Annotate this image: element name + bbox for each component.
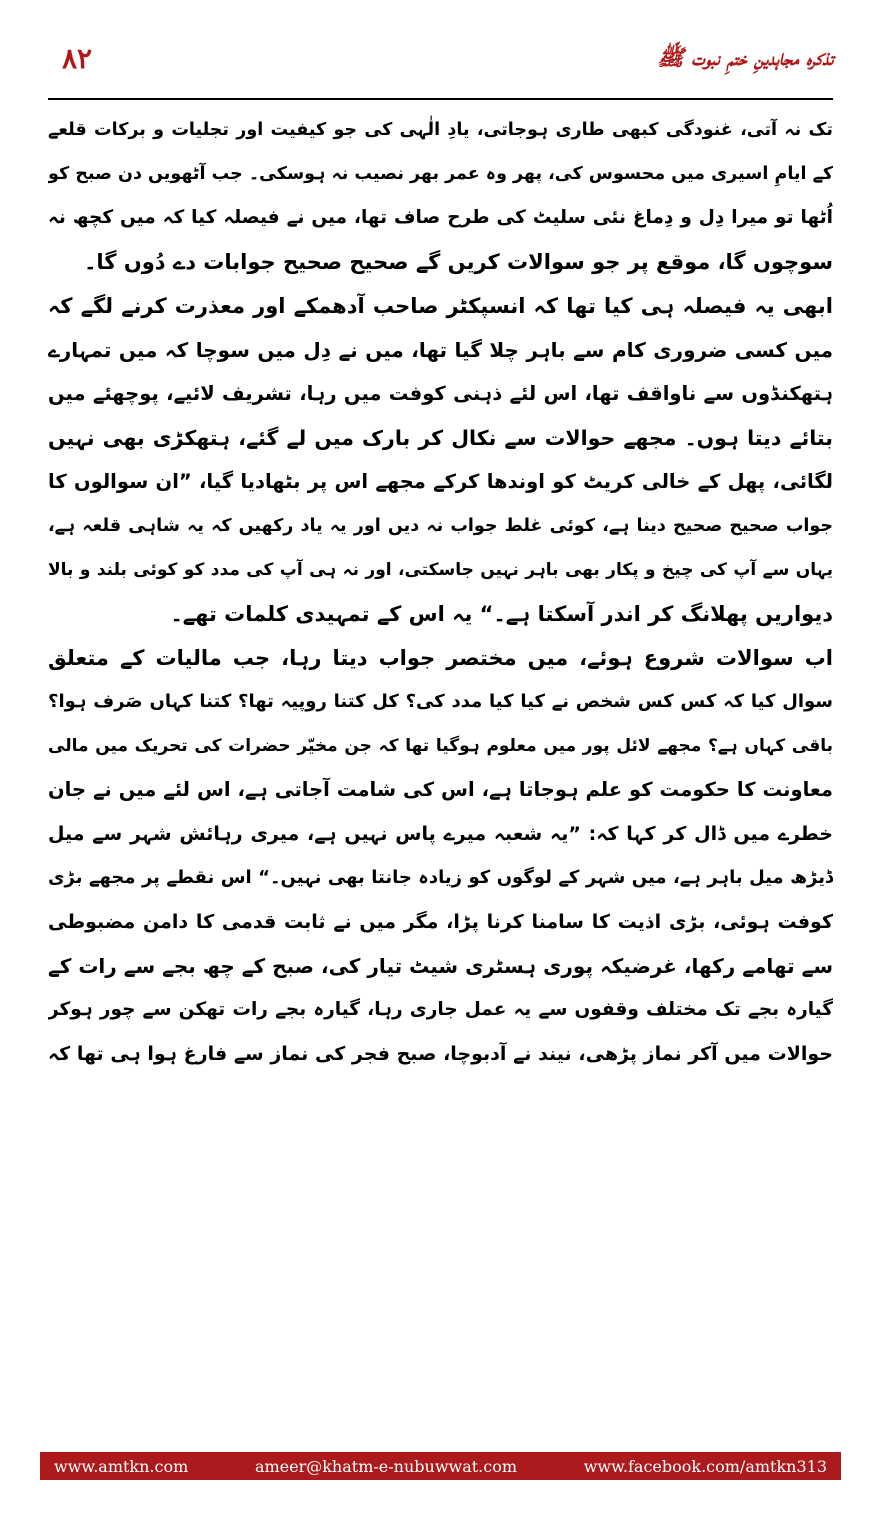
text-line: حوالات میں آکر نماز پڑھی، نیند نے آدبوچا، صبح فجر کی نماز سے فارغ ہوا ہی تھا کہ <box>48 1043 833 1065</box>
text-line: سوچوں گا، موقع پر جو سوالات کریں گے صحیح صحیح جوابات دے دُوں گا۔ <box>84 250 833 274</box>
text-line: لگائی، پھل کے خالی کریٹ کو اوندھا کرکے مجھے اس پر بٹھادیا گیا، ”ان سوالوں کا <box>48 470 833 493</box>
text-line: ہتھکنڈوں سے ناواقف تھا، اس لئے ذہنی کوفت میں رہا، تشریف لائیے، پوچھئے میں <box>48 382 833 405</box>
footer-bar <box>40 1452 841 1480</box>
page-number: ۸۲ <box>62 42 93 75</box>
text-line: ابھی یہ فیصلہ ہی کیا تھا کہ انسپکٹر صاحب آدھمکے اور معذرت کرنے لگے کہ <box>48 294 833 318</box>
book-title: تذکرہ مجاہدینِ ختمِ نبوت ﷺ <box>657 45 833 71</box>
text-line: میں کسی ضروری کام سے باہر چلا گیا تھا، میں نے دِل میں سوچا کہ میں تمہارے <box>48 338 833 362</box>
body-text <box>48 108 833 1076</box>
text-line: باقی کہاں ہے؟ مجھے لائل پور میں معلوم ہوگیا تھا کہ جن مخیّر حضرات کی تحریک میں مالی <box>48 736 833 756</box>
text-line: اب سوالات شروع ہوئے، میں مختصر جواب دیتا رہا، جب مالیات کے متعلق <box>48 646 833 670</box>
text-line: بتائے دیتا ہوں۔ مجھے حوالات سے نکال کر بارک میں لے گئے، ہتھکڑی بھی نہیں <box>48 426 833 450</box>
text-line: کے ایامِ اسیری میں محسوس کی، پھر وہ عمر بھر نصیب نہ ہوسکی۔ جب آٹھویں دن صبح کو <box>48 164 833 184</box>
text-line: گیارہ بجے تک مختلف وقفوں سے یہ عمل جاری رہا، گیارہ بجے رات تھکن سے چور ہوکر <box>48 999 833 1020</box>
text-line: جواب صحیح صحیح دینا ہے، کوئی غلط جواب نہ دیں اور یہ یاد رکھیں کہ یہ شاہی قلعہ ہے، <box>48 516 833 536</box>
website-link[interactable]: www.amtkn.com <box>54 1456 189 1476</box>
text-line: تک نہ آتی، غنودگی کبھی طاری ہوجاتی، یادِ الٰہی کی جو کیفیت اور تجلیات و برکات قلعے <box>48 120 833 140</box>
text-line: اُٹھا تو میرا دِل و دِماغ نئی سلیٹ کی طرح صاف تھا، میں نے فیصلہ کیا کہ میں کچھ نہ <box>48 207 833 228</box>
text-line: دیواریں پھلانگ کر اندر آسکتا ہے۔“ یہ اس کے تمہیدی کلمات تھے۔ <box>170 602 833 626</box>
header-divider <box>48 98 833 100</box>
text-line: معاونت کا حکومت کو علم ہوجاتا ہے، اس کی شامت آجاتی ہے، اس لئے میں نے جان <box>48 778 833 801</box>
email-link[interactable]: ameer@khatm-e-nubuwwat.com <box>254 1456 518 1476</box>
text-line: کوفت ہوئی، بڑی اذیت کا سامنا کرنا پڑا، مگر میں نے ثابت قدمی کا دامن مضبوطی <box>48 911 833 933</box>
text-line: سوال کیا کہ کس کس شخص نے کیا کیا مدد کی؟ کل کتنا روپیہ تھا؟ کتنا کہاں صَرف ہوا؟ <box>48 691 833 712</box>
text-line: سے تھامے رکھا، غرضیکہ پوری ہسٹری شیٹ تیار کی، صبح کے چھ بجے سے رات کے <box>48 954 833 978</box>
text-line: خطرے میں ڈال کر کہا کہ: ”یہ شعبہ میرے پاس نہیں ہے، میری رہائش شہر سے میل <box>48 823 833 845</box>
text-line: یہاں سے آپ کی چیخ و پکار بھی باہر نہیں جاسکتی، اور نہ ہی آپ کی مدد کو کوئی بلند و بالا <box>48 560 833 580</box>
text-line: ڈیڑھ میل باہر ہے، میں شہر کے لوگوں کو زیادہ جانتا بھی نہیں۔“ اس نقطے پر مجھے بڑی <box>48 867 833 888</box>
facebook-link[interactable]: www.facebook.com/amtkn313 <box>583 1456 827 1476</box>
